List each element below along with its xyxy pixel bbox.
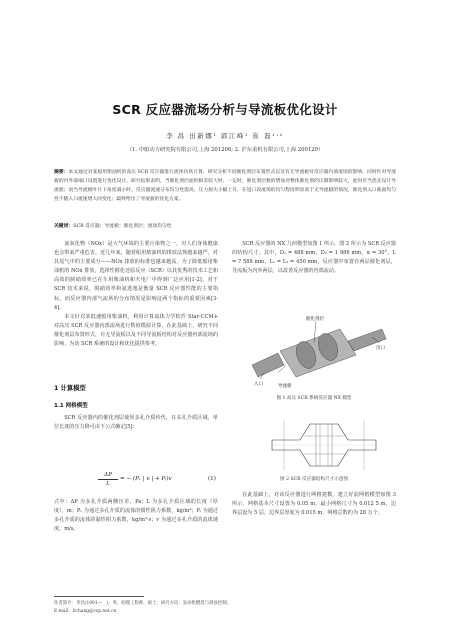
mesh-paragraph	[232, 491, 396, 518]
figure-2-caption: 图 2 SCR 反应器结构尺寸示意图	[280, 477, 348, 482]
right-column	[232, 240, 396, 276]
figure-1-label-outlet: 出口	[376, 346, 385, 351]
equation-numerator: ΔP	[98, 471, 118, 480]
keywords-label: 关键词：	[54, 223, 74, 229]
figure-1-reactor-model	[244, 313, 394, 391]
method-paragraph	[54, 414, 218, 432]
equation-fraction	[98, 471, 118, 488]
intro-column	[54, 240, 218, 349]
paper-title: SCR 反应器流场分析与导流板优化设计	[112, 102, 338, 117]
body-paragraph: SCR 反应器内的催化剂层使用多孔介质传代，在多孔介质区域，单位长度的压力降可由下公式确定[5]：	[54, 415, 218, 431]
figure-2-reactor-dimensions	[264, 418, 384, 472]
body-paragraph: 在此基础上，对该反应器进行网格建模，建立好前网格模型如图 3 所示，网格基本尺寸设置为 0.05 m，最小网格尺寸为 0.012 5 m，边界层设为 5 层，边界层厚度为 0.015 m，网格总数约为 28 万个。	[232, 492, 396, 517]
subsection-heading: 1.1 网格模型	[54, 403, 88, 409]
author-footnote: 作者简介：李昌(1991— )，男，助理工程师，硕士，研究方向：发动机燃烧与排放控制。 E-mail：lichang@csp.net.cn	[54, 601, 232, 614]
intro-paragraph: 氮氧化物（NOx）是大气环境的主要污染物之一，对人们身体健康也会带来严重危害。近几年来，随着船用柴油机的排放法规越来越严，对其尾气中的主要成分——NOx 排放的标准也越来越高，为了降低船用柴油机的 NOx 排放，选择性催化还原反应（SCR）以其优秀的技术工艺和高效的脱硝效率已在车用柴油机和火电厂中得到广泛应用[1-2]。对于 SCR 技术来说，脱硝效率和氨逃逸是衡量 SCR 反应器性能的主要指标，而反应器内部气流场的分布情况是影响这两个指标的重要因素[3-4]。	[54, 241, 218, 311]
figure-1-label-guide: 导流板	[278, 384, 292, 389]
equation-rhs: = − (Pᵥ | v | + Pᵢ)v	[120, 476, 172, 482]
keywords	[54, 222, 396, 229]
body-paragraph: SCR 反应器的 NX 几何模型如图 1 所示，图 2 所示为 SCR 反应器的结构尺寸，其中，D₁ = 488 mm，D₂ = 1 986 mm，α = 30°，L = 7 588 mm，L₁ = L₂ = 450 mm，反应器中布置有两层催化剂层，导流板为内外两层，以改善反应器的内部流动。	[232, 241, 396, 275]
figure-1-caption: 图 1 高压 SCR 系统反应器 NX 模型	[276, 396, 352, 401]
author-list: 李 昌 田新娜¹ 郭江峰¹ 崔 磊¹·²	[166, 132, 284, 140]
abstract-text: 本文通过对某船用柴油机的高压 SCR 反应器进行流体仿真计算，研究分析不同催化剂层布置形式以及有无导流板对反应器内部流场的影响，同时针对导流板的内外部端口设置进行优化设计。研究结果表明，当催化剂层面积相差较大时，一定时，催化剂层数的增加对整体催化剂的压降影响较大，此时应当优先设计导流板；而当导流板叶片下角度减小时，反应器流速分布均匀性提高，压力损失小幅上升，在进口段流场的均匀程度明显高于无导流板的情况，催化剂入口截面均匀性不随入口流速增大而变化；最终给出了导流板的优化方案。	[54, 170, 396, 202]
intro-paragraph: 本文针对某低速船用柴油机，利用计算流体力学软件 Star-CCM+ 对高压 SCR 反应器内部流场进行数值模拟计算，在此基础上，研究不同催化剂层布置形式，有无导流板以及不同导流板结构对反应器内部流场的影响，为该 SCR 系统的设计和优化提供参考。	[54, 313, 218, 348]
equation-1	[54, 471, 218, 493]
abstract-label: 摘要：	[54, 169, 69, 175]
keywords-text: SCR 反应器；导流板；催化剂层；流场均匀性	[73, 224, 172, 229]
footnote-rule	[54, 596, 144, 597]
equation-denominator: L	[106, 481, 110, 487]
figure-1-label-catalyst: 催化剂层	[306, 317, 324, 322]
affiliation: （1. 中船动力研究院有限公司,上海 201206; 2. 沪东重机有限公司,上海 200129）	[126, 147, 324, 153]
equation-number: (1)	[208, 476, 216, 482]
section-heading: 1 计算模型	[54, 385, 86, 392]
equation-explanation: 式中：ΔP 为多孔介质两侧压差，Pa；L 为多孔介质区域的长度（厚度），m；Pᵥ 为通过多孔介质的流体的惯性阻力系数，kg/m⁴；Pᵢ 为通过多孔介质的流体的黏性阻力系数，kg/m³·s；v 为通过多孔介质的流体速度，m/s。	[54, 499, 218, 533]
figure-1-label-inlet: 入口	[254, 382, 263, 387]
abstract	[54, 168, 396, 204]
